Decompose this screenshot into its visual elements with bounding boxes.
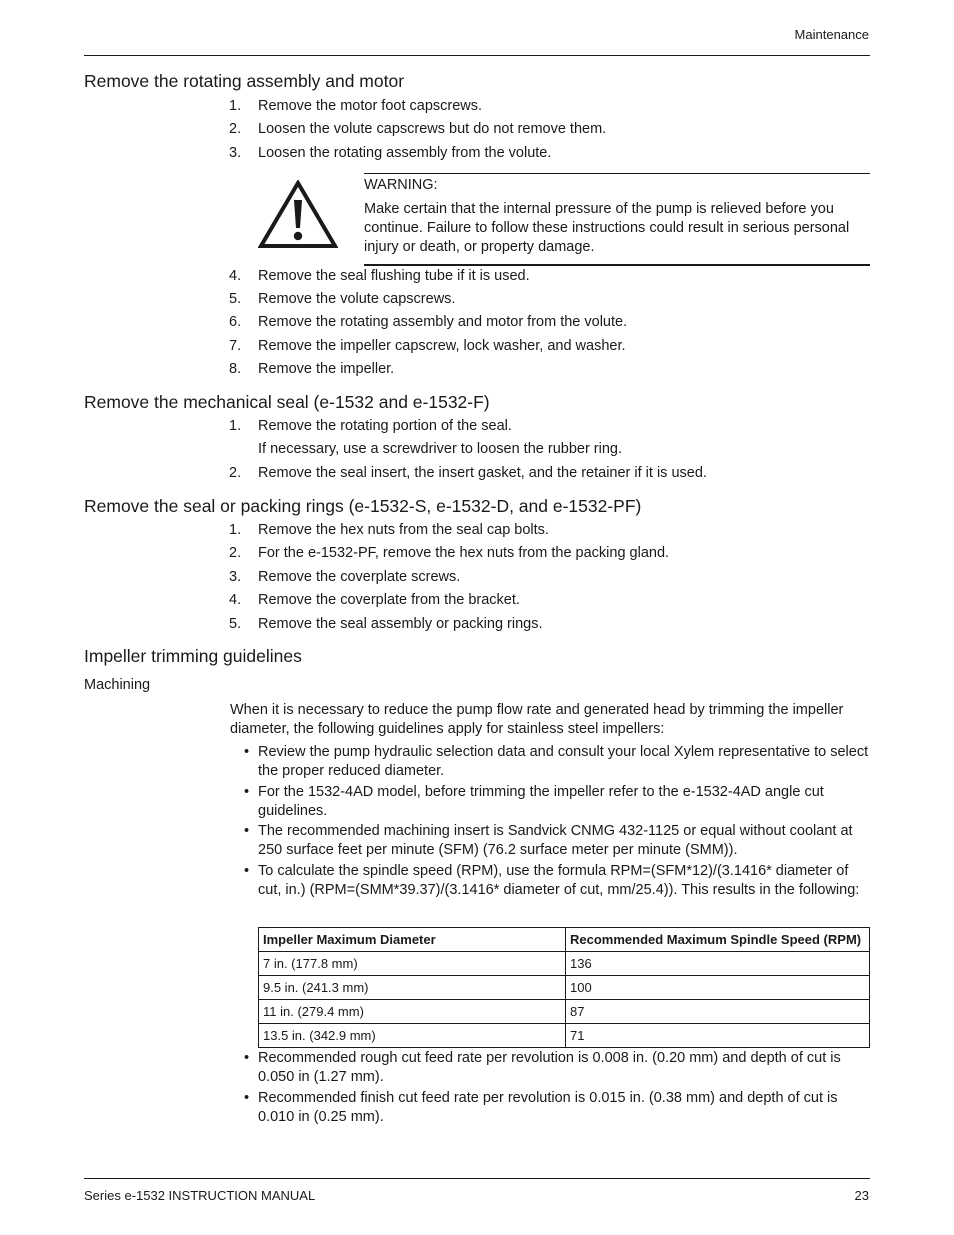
warning-title: WARNING: <box>364 177 438 193</box>
list-item: 5. Remove the seal assembly or packing rings. <box>229 616 543 632</box>
table-header-row <box>259 928 870 952</box>
list-item: • To calculate the spindle speed (RPM), use the formula RPM=(SFM*12)/(3.1416* diameter of cut, in.) (RPM=(SMM*39.37)/(3.1416* diameter of cut, mm/25.4)). This results in the following: <box>244 863 860 898</box>
list-item: 6. Remove the rotating assembly and motor from the volute. <box>229 314 628 330</box>
intro-paragraph: When it is necessary to reduce the pump flow rate and generated head by trimming the impeller diameter, the following guidelines apply for stainless steel impellers: <box>230 702 844 737</box>
list-item: 3. Remove the coverplate screws. <box>229 569 461 585</box>
list-item: 1. Remove the rotating portion of the seal. <box>229 418 512 434</box>
header-rule <box>84 55 870 56</box>
list-item: 1. Remove the hex nuts from the seal cap bolts. <box>229 522 549 538</box>
list-item: 8. Remove the impeller. <box>229 361 395 377</box>
table-row <box>259 1000 870 1024</box>
table-cell: 100 <box>566 976 870 1000</box>
subsection-heading-machining: Machining <box>84 677 151 693</box>
section-heading-trimming: Impeller trimming guidelines <box>84 646 302 666</box>
table-row <box>259 952 870 976</box>
list-item: • For the 1532-4AD model, before trimming the impeller refer to the e-1532-4AD angle cut guidelines. <box>244 784 824 819</box>
spindle-speed-table <box>258 927 870 1048</box>
section-heading-mech-seal: Remove the mechanical seal (e-1532 and e-1532-F) <box>84 392 490 412</box>
list-item: 2. For the e-1532-PF, remove the hex nuts from the packing gland. <box>229 545 670 561</box>
list-item: 5. Remove the volute capscrews. <box>229 291 456 307</box>
section-heading-packing: Remove the seal or packing rings (e-1532-S, e-1532-D, and e-1532-PF) <box>84 496 642 516</box>
page-number: 23 <box>854 1188 869 1203</box>
list-item: • Recommended rough cut feed rate per revolution is 0.008 in. (0.20 mm) and depth of cut is 0.050 in (1.27 mm). <box>244 1050 841 1085</box>
list-item: 7. Remove the impeller capscrew, lock washer, and washer. <box>229 338 626 354</box>
table-cell: 71 <box>566 1024 870 1048</box>
footer-manual-title: Series e-1532 INSTRUCTION MANUAL <box>84 1188 316 1203</box>
list-item: • Recommended finish cut feed rate per revolution is 0.015 in. (0.38 mm) and depth of cut is 0.010 in (0.25 mm). <box>244 1090 838 1125</box>
section-heading-rotating: Remove the rotating assembly and motor <box>84 71 405 91</box>
list-item: • The recommended machining insert is Sandvick CNMG 432-1125 or equal without coolant at 250 surface feet per minute (SFM) (76.2 surface meter per minute (SMM)). <box>244 823 853 858</box>
running-header: Maintenance <box>794 27 869 42</box>
table-cell: 13.5 in. (342.9 mm) <box>259 1024 566 1048</box>
footer-rule <box>84 1178 870 1179</box>
list-item: 4. Remove the coverplate from the bracket. <box>229 592 520 608</box>
warning-triangle-icon <box>258 180 338 250</box>
list-item: 3. Loosen the rotating assembly from the volute. <box>229 145 552 161</box>
table-cell: 136 <box>566 952 870 976</box>
list-item: 2. Loosen the volute capscrews but do not remove them. <box>229 121 607 137</box>
step-note: If necessary, use a screwdriver to loosen the rubber ring. <box>258 441 623 457</box>
warning-text: Make certain that the internal pressure of the pump is relieved before you continue. Failure to follow these instructions could result in serious personal injury or death, or property damage. <box>364 201 850 255</box>
list-item: • Review the pump hydraulic selection data and consult your local Xylem representative to select the proper reduced diameter. <box>244 744 869 779</box>
column-header: Impeller Maximum Diameter <box>259 928 566 952</box>
table-row <box>259 1024 870 1048</box>
list-item: 2. Remove the seal insert, the insert gasket, and the retainer if it is used. <box>229 465 707 481</box>
table-row <box>259 976 870 1000</box>
table-cell: 11 in. (279.4 mm) <box>259 1000 566 1024</box>
table-cell: 87 <box>566 1000 870 1024</box>
table-cell: 9.5 in. (241.3 mm) <box>259 976 566 1000</box>
list-item: 4. Remove the seal flushing tube if it is used. <box>229 268 530 284</box>
list-item: 1. Remove the motor foot capscrews. <box>229 98 483 114</box>
table-cell: 7 in. (177.8 mm) <box>259 952 566 976</box>
column-header: Recommended Maximum Spindle Speed (RPM) <box>566 928 870 952</box>
